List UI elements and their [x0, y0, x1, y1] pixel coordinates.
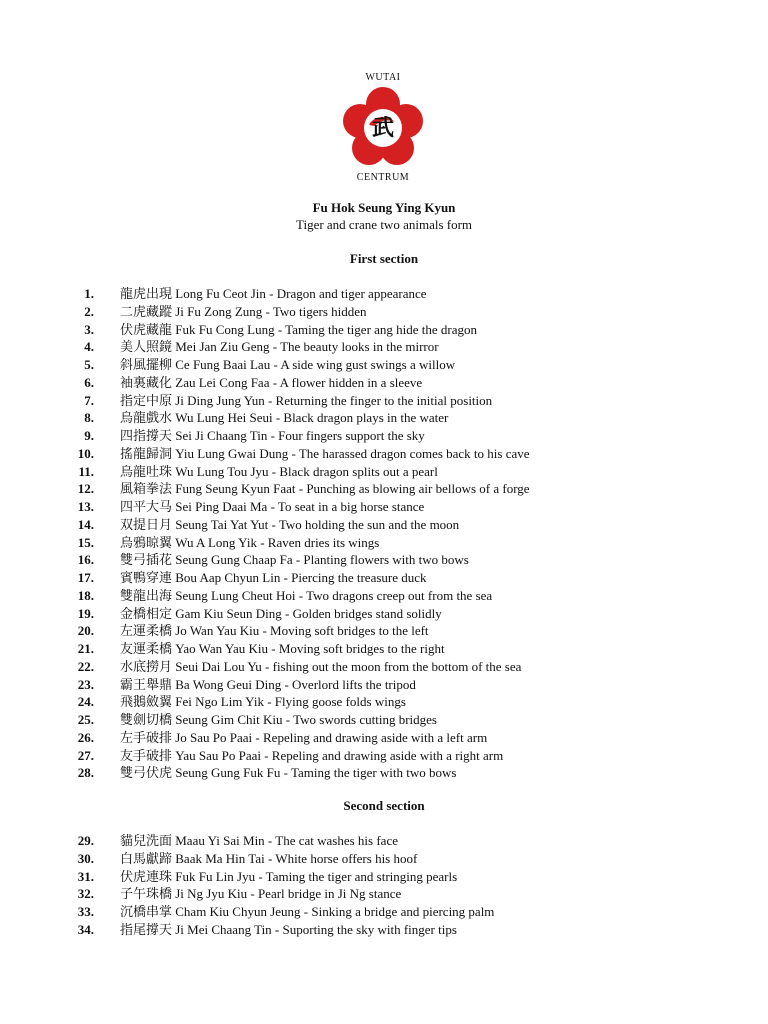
item-number: 8.	[84, 410, 94, 426]
item-text: 友運柔橋 Yao Wan Yau Kiu - Moving soft bridges to the right	[120, 641, 445, 656]
list-item	[0, 551, 768, 569]
section-heading-first: First section	[349, 251, 419, 266]
list-item	[0, 605, 768, 623]
list-item	[0, 850, 768, 868]
document-title: Fu Hok Seung Ying Kyun	[312, 200, 456, 215]
item-text: 袖裏藏化 Zau Lei Cong Faa - A flower hidden in a sleeve	[120, 374, 423, 390]
item-number: 13.	[77, 499, 94, 514]
item-text: 左運柔橋 Jo Wan Yau Kiu - Moving soft bridges to the left	[120, 623, 429, 639]
item-text: 四指撐天 Sei Ji Chaang Tin - Four fingers support the sky	[120, 428, 425, 443]
logo-bottom-text: CENTRUM	[356, 172, 410, 183]
item-text: 雙弓插花 Seung Gung Chaap Fa - Planting flowers with two bows	[120, 552, 469, 568]
item-text: 雙劍切橋 Seung Gim Chit Kiu - Two swords cutting bridges	[120, 712, 437, 727]
item-text: 白馬獻蹄 Baak Ma Hin Tai - White horse offers his hoof	[120, 850, 418, 866]
item-text: 伏虎連珠 Fuk Fu Lin Jyu - Taming the tiger and stringing pearls	[120, 868, 458, 884]
item-number: 11.	[78, 463, 94, 479]
list-item	[0, 356, 768, 374]
item-number: 12.	[77, 481, 94, 497]
item-text: 搖龍歸洞 Yiu Lung Gwai Dung - The harassed dragon comes back to his cave	[120, 445, 530, 461]
item-text: 美人照鏡 Mei Jan Ziu Geng - The beauty looks in the mirror	[120, 339, 439, 355]
list-item	[0, 885, 768, 903]
item-number: 10.	[77, 445, 94, 461]
list-item	[0, 427, 768, 445]
item-text: 金橋相定 Gam Kiu Seun Ding - Golden bridges stand solidly	[120, 605, 442, 621]
item-text: 烏龍戲水 Wu Lung Hei Seui - Black dragon plays in the water	[120, 410, 449, 426]
item-number: 19.	[77, 605, 94, 621]
item-text: 雙弓伏虎 Seung Gung Fuk Fu - Taming the tiger with two bows	[120, 765, 457, 781]
item-number: 33.	[77, 904, 94, 919]
list-item	[0, 676, 768, 694]
list-item	[0, 640, 768, 658]
item-text: 貓兒洗面 Maau Yi Sai Min - The cat washes his face	[120, 833, 398, 848]
document-subtitle: Tiger and crane two animals form	[295, 217, 473, 232]
item-number: 4.	[84, 339, 94, 355]
item-text: 二虎藏蹤 Ji Fu Zong Zung - Two tigers hidden	[120, 303, 367, 319]
list-item	[0, 321, 768, 339]
item-number: 31.	[77, 868, 94, 884]
item-number: 26.	[77, 729, 94, 745]
list-item	[0, 587, 768, 605]
item-number: 25.	[77, 712, 94, 727]
item-text: 双提日月 Seung Tai Yat Yut - Two holding the sun and the moon	[120, 516, 460, 532]
item-number: 6.	[84, 374, 94, 390]
item-text: 指尾撐天 Ji Mei Chaang Tin - Suporting the sky with finger tips	[120, 921, 457, 937]
item-number: 23.	[77, 676, 94, 692]
item-text: 龍虎出現 Long Fu Ceot Jin - Dragon and tiger appearance	[120, 286, 427, 301]
list-item	[0, 832, 768, 850]
item-text: 指定中原 Ji Ding Jung Yun - Returning the finger to the initial position	[120, 392, 493, 408]
item-number: 28.	[77, 765, 94, 781]
item-number: 30.	[77, 850, 94, 866]
item-text: 雙龍出海 Seung Lung Cheut Hoi - Two dragons creep out from the sea	[120, 587, 493, 603]
list-item	[0, 903, 768, 921]
item-number: 22.	[77, 658, 94, 674]
item-number: 14.	[77, 516, 94, 532]
item-number: 2.	[84, 303, 94, 319]
list-item	[0, 463, 768, 481]
item-text: 伏虎藏龍 Fuk Fu Cong Lung - Taming the tiger ang hide the dragon	[120, 321, 478, 337]
item-text: 飛鵝斂翼 Fei Ngo Lim Yik - Flying goose folds wings	[120, 694, 406, 710]
item-number: 32.	[77, 886, 94, 902]
item-number: 1.	[84, 286, 94, 301]
second-section-list	[0, 832, 768, 939]
item-number: 3.	[84, 321, 94, 337]
list-item	[0, 764, 768, 782]
item-text: 左手破排 Jo Sau Po Paai - Repeling and drawing aside with a left arm	[120, 729, 488, 745]
item-text: 沉橋串掌 Cham Kiu Chyun Jeung - Sinking a bridge and piercing palm	[120, 904, 495, 919]
item-number: 29.	[77, 833, 94, 848]
logo-top-text: WUTAI	[365, 72, 401, 83]
item-text: 斜風擺柳 Ce Fung Baai Lau - A side wing gust swings a willow	[120, 357, 456, 372]
list-item	[0, 868, 768, 886]
wutai-logo	[333, 68, 433, 184]
list-item	[0, 516, 768, 534]
list-item	[0, 338, 768, 356]
item-number: 20.	[77, 623, 94, 639]
list-item	[0, 921, 768, 939]
item-number: 27.	[77, 747, 94, 763]
list-item	[0, 445, 768, 463]
list-item	[0, 569, 768, 587]
item-text: 子午珠橋 Ji Ng Jyu Kiu - Pearl bridge in Ji Ng stance	[120, 886, 402, 902]
list-item	[0, 747, 768, 765]
list-item	[0, 374, 768, 392]
first-section-list	[0, 285, 768, 782]
list-item	[0, 480, 768, 498]
item-text: 友手破排 Yau Sau Po Paai - Repeling and drawing aside with a right arm	[120, 747, 504, 763]
list-item	[0, 711, 768, 729]
list-item	[0, 658, 768, 676]
list-item	[0, 622, 768, 640]
list-item	[0, 498, 768, 516]
item-number: 24.	[77, 694, 94, 710]
item-text: 風箱拳法 Fung Seung Kyun Faat - Punching as blowing air bellows of a forge	[120, 481, 530, 497]
list-item	[0, 534, 768, 552]
list-item	[0, 392, 768, 410]
item-number: 9.	[84, 428, 94, 443]
item-text: 四平大马 Sei Ping Daai Ma - To seat in a big horse stance	[120, 499, 425, 514]
item-number: 17.	[77, 570, 94, 585]
logo-character: 武	[371, 116, 394, 141]
item-number: 18.	[77, 587, 94, 603]
item-number: 15.	[77, 534, 94, 550]
item-number: 7.	[84, 392, 94, 408]
item-number: 34.	[77, 921, 94, 937]
list-item	[0, 303, 768, 321]
item-text: 賓鴨穿連 Bou Aap Chyun Lin - Piercing the treasure duck	[120, 570, 427, 585]
list-item	[0, 693, 768, 711]
item-text: 烏鴉晾翼 Wu A Long Yik - Raven dries its wings	[120, 534, 380, 550]
item-number: 5.	[84, 357, 94, 372]
item-number: 21.	[77, 641, 94, 656]
item-text: 霸王舉鼎 Ba Wong Geui Ding - Overlord lifts the tripod	[120, 676, 416, 692]
section-heading-second: Second section	[343, 798, 425, 813]
list-item	[0, 285, 768, 303]
list-item	[0, 409, 768, 427]
item-number: 16.	[77, 552, 94, 568]
list-item	[0, 729, 768, 747]
item-text: 烏龍吐珠 Wu Lung Tou Jyu - Black dragon splits out a pearl	[120, 463, 438, 479]
item-text: 水底撈月 Seui Dai Lou Yu - fishing out the moon from the bottom of the sea	[120, 658, 522, 674]
